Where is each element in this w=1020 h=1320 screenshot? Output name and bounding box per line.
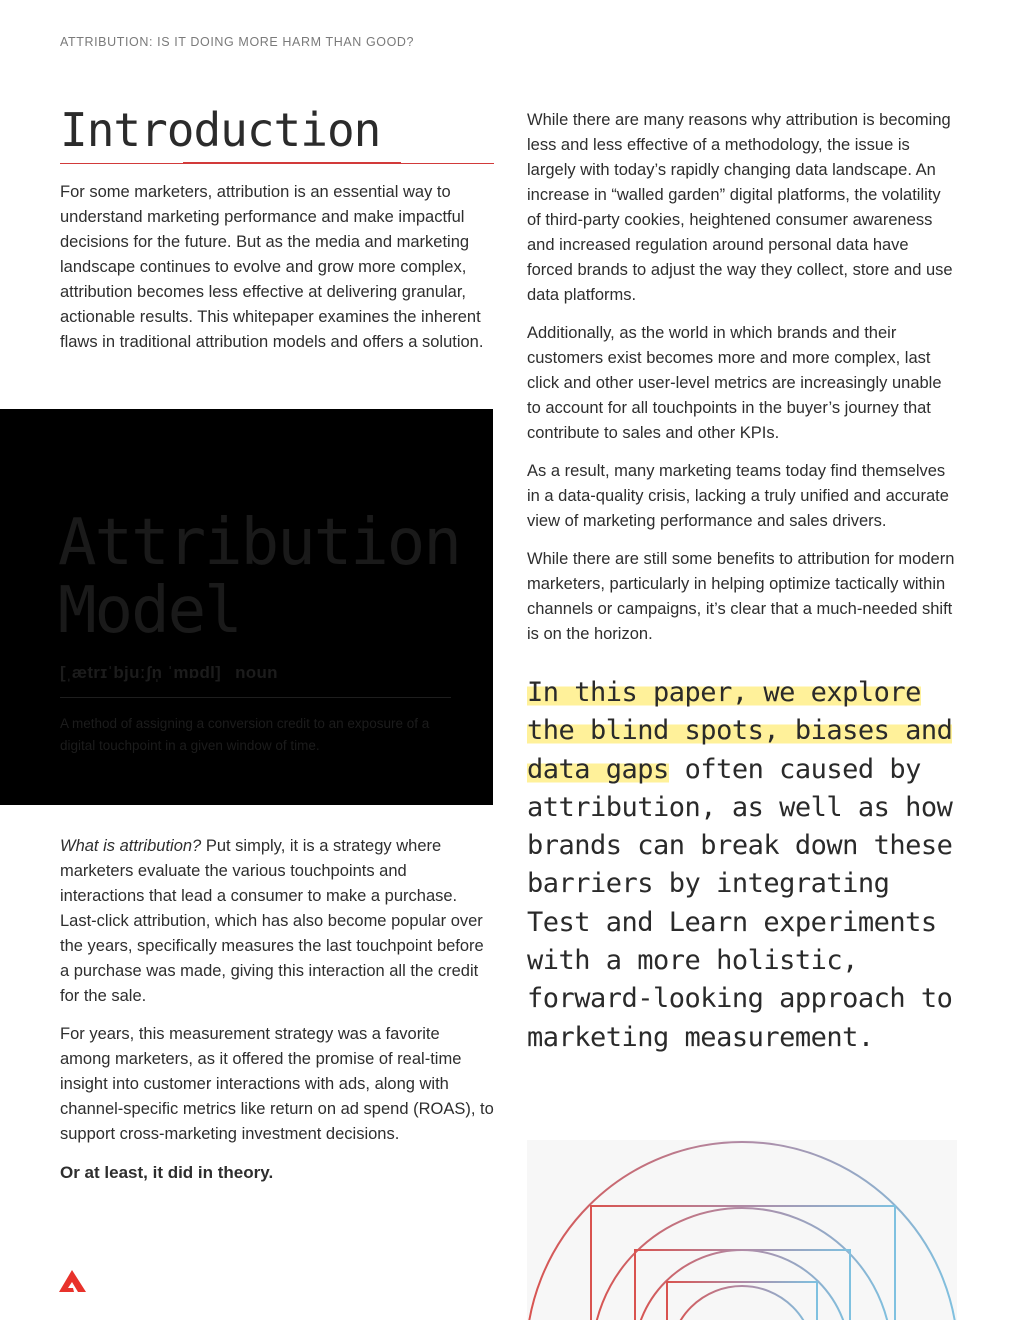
definition-term bbox=[58, 506, 478, 648]
what-is-attribution-body: Put simply, it is a strategy where marketers evaluate the various touchpoints and interactions that lead a consumer to make a purchase. Last-click attribution, which has also become popular over the years, specifically measures the last touchpoint before a purchase was made, giving this interaction all the credit for the sale. bbox=[60, 837, 484, 1005]
what-is-attribution-lead: What is attribution? bbox=[60, 837, 202, 855]
concentric-circles-graphic bbox=[527, 1140, 957, 1320]
measurement-history-paragraph: For years, this measurement strategy was a favorite among marketers, as it offered the promise of real-time insight into customer interactions with ads, along with channel-specific metrics like return on ad spend (ROAS), to support cross-marketing investment decisions. bbox=[60, 1025, 494, 1143]
attribution-explanation bbox=[60, 834, 494, 1185]
definition-pronunciation-line bbox=[60, 663, 278, 683]
title-underline bbox=[60, 162, 494, 164]
right-paragraph-3: As a result, many marketing teams today find themselves in a data-quality crisis, lacking a truly unified and accurate view of marketing performance and sales drivers. bbox=[527, 462, 949, 530]
right-paragraph-4: While there are still some benefits to attribution for modern marketers, particularly in helping optimize tactically within channels or campaigns, it’s clear that a much-needed shift is on the horizon. bbox=[527, 550, 955, 643]
in-theory-line: Or at least, it did in theory. bbox=[60, 1163, 274, 1182]
brand-logo-icon bbox=[59, 1270, 86, 1292]
pull-quote bbox=[527, 674, 957, 1057]
intro-section bbox=[60, 100, 494, 355]
intro-title: Introduction bbox=[60, 103, 381, 157]
pull-quote-rest: often caused by attribution, as well as how brands can break down these barriers by integrating Test and Learn experiments with a more holistic, forward-looking approach to marketing measurement. bbox=[527, 753, 953, 1053]
definition-text: A method of assigning a conversion credit to an exposure of a digital touchpoint in a given window of time. bbox=[60, 716, 430, 753]
pronunciation: [ˌætrɪˈbjuːʃn̩ ˈmɒdl] bbox=[60, 663, 222, 682]
pull-quote-highlight: In this paper, we explore the blind spots, biases and data gaps bbox=[527, 677, 953, 785]
running-header: ATTRIBUTION: IS IT DOING MORE HARM THAN GOOD? bbox=[60, 35, 415, 49]
what-is-attribution-paragraph bbox=[60, 834, 494, 1009]
part-of-speech: noun bbox=[235, 663, 278, 682]
definition-term-line2: Model bbox=[58, 574, 241, 648]
definition-term-line1: Attribution bbox=[58, 506, 460, 580]
definition-divider bbox=[60, 697, 451, 698]
right-column bbox=[527, 108, 957, 1057]
right-paragraph-2: Additionally, as the world in which brands and their customers exist becomes more and more complex, last click and other user-level metrics are increasingly unable to account for all touchpoints in the buyer’s journey that contribute to sales and other KPIs. bbox=[527, 324, 942, 442]
right-paragraph-1: While there are many reasons why attribution is becoming less and less effective of a methodology, the issue is largely with today’s rapidly changing data landscape. An increase in “walled garden” digital platforms, the volatility of third-party cookies, heightened consumer awareness and increased regulation around personal data have forced brands to adjust the way they collect, store and use data platforms. bbox=[527, 111, 953, 304]
intro-paragraph: For some marketers, attribution is an essential way to understand marketing performance and make impactful decisions for the future. But as the media and marketing landscape continues to evolve and grow more complex, attribution becomes less effective at delivering granular, actionable results. This whitepaper examines the inherent flaws in traditional attribution models and offers a solution. bbox=[60, 183, 484, 351]
definition-box bbox=[0, 409, 493, 805]
